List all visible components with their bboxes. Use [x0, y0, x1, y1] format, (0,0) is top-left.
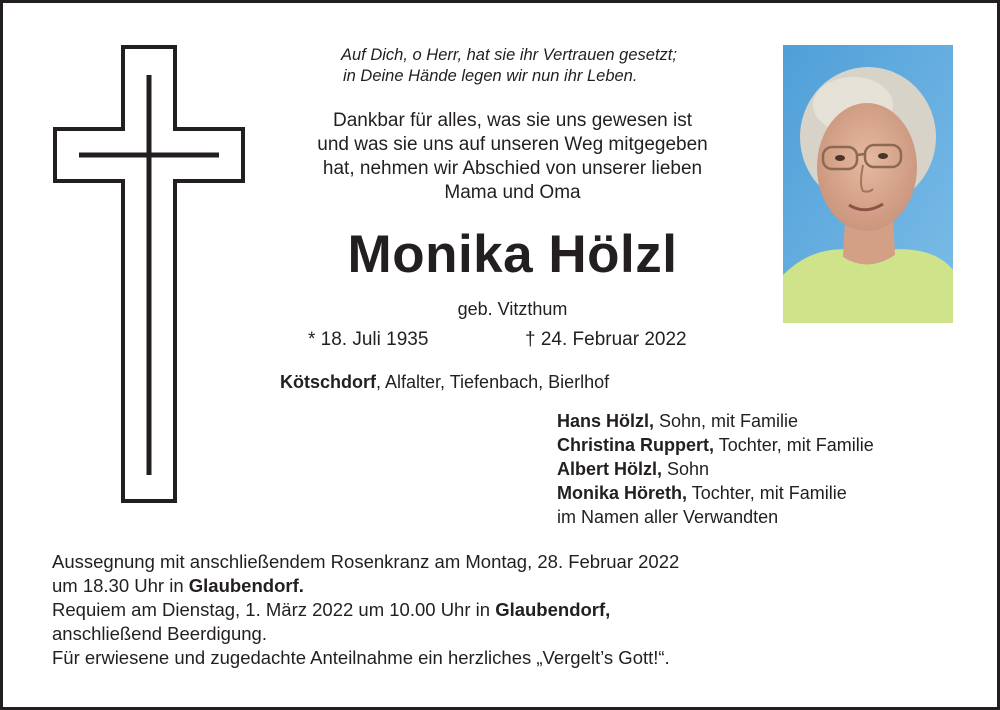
- intro-line-4: Mama und Oma: [444, 182, 581, 203]
- service-line-1: Aussegnung mit anschließendem Rosenkranz am Montag, 28. Februar 2022: [52, 551, 680, 572]
- mourner-entry: [557, 409, 874, 433]
- requiem-location: Glaubendorf,: [495, 599, 611, 620]
- mourner-entry: [557, 433, 874, 457]
- service-line-3: [52, 598, 952, 622]
- service-line-5: Für erwiesene und zugedachte Anteilnahme ein herzliches „Vergelt’s Gott!“.: [52, 647, 670, 668]
- maiden-name: geb. Vitzthum: [457, 299, 568, 319]
- death-date: † 24. Februar 2022: [525, 329, 687, 350]
- portrait-image: [783, 45, 953, 323]
- intro-line-2: und was sie uns auf unseren Weg mitgegeben: [317, 134, 708, 155]
- mourner-name: Monika Höreth,: [557, 483, 688, 503]
- birth-date: * 18. Juli 1935: [308, 329, 429, 350]
- intro-text: [265, 109, 760, 205]
- cross-icon: [51, 45, 247, 505]
- places-line: [280, 371, 609, 393]
- mourner-name: Christina Ruppert,: [557, 435, 715, 455]
- requiem-time: Requiem am Dienstag, 1. März 2022 um 10.00 Uhr in: [52, 599, 496, 620]
- main-place: Kötschdorf: [280, 372, 376, 392]
- service-details: [52, 550, 952, 670]
- intro-line-1: Dankbar für alles, was sie uns gewesen ist: [332, 110, 693, 131]
- deceased-name: Monika Hölzl: [347, 225, 678, 284]
- service-line-4: anschließend Beerdigung.: [52, 623, 267, 644]
- verse-line-1: Auf Dich, o Herr, hat sie ihr Vertrauen gesetzt;: [341, 46, 677, 64]
- service-location: Glaubendorf.: [188, 575, 304, 596]
- mourner-relation: Tochter, mit Familie: [714, 435, 874, 455]
- intro-line-3: hat, nehmen wir Abschied von unserer lieben: [322, 158, 703, 179]
- mourner-entry: [557, 457, 874, 481]
- mourner-name: Albert Hölzl,: [557, 459, 663, 479]
- mourner-relation: Sohn, mit Familie: [654, 411, 799, 431]
- other-places: , Alfalter, Tiefenbach, Bierlhof: [376, 372, 610, 392]
- service-line-2: [52, 574, 952, 598]
- mourner-entry: [557, 481, 874, 505]
- mourner-relation: Sohn: [662, 459, 710, 479]
- mourners-list: [557, 409, 874, 529]
- bible-verse: [341, 45, 771, 87]
- portrait-photo: [783, 45, 953, 323]
- mourner-name: Hans Hölzl,: [557, 411, 655, 431]
- mourners-footer: im Namen aller Verwandten: [557, 507, 779, 527]
- verse-line-2: in Deine Hände legen wir nun ihr Leben.: [343, 67, 638, 85]
- mourner-relation: Tochter, mit Familie: [687, 483, 847, 503]
- service-time: um 18.30 Uhr in: [52, 575, 189, 596]
